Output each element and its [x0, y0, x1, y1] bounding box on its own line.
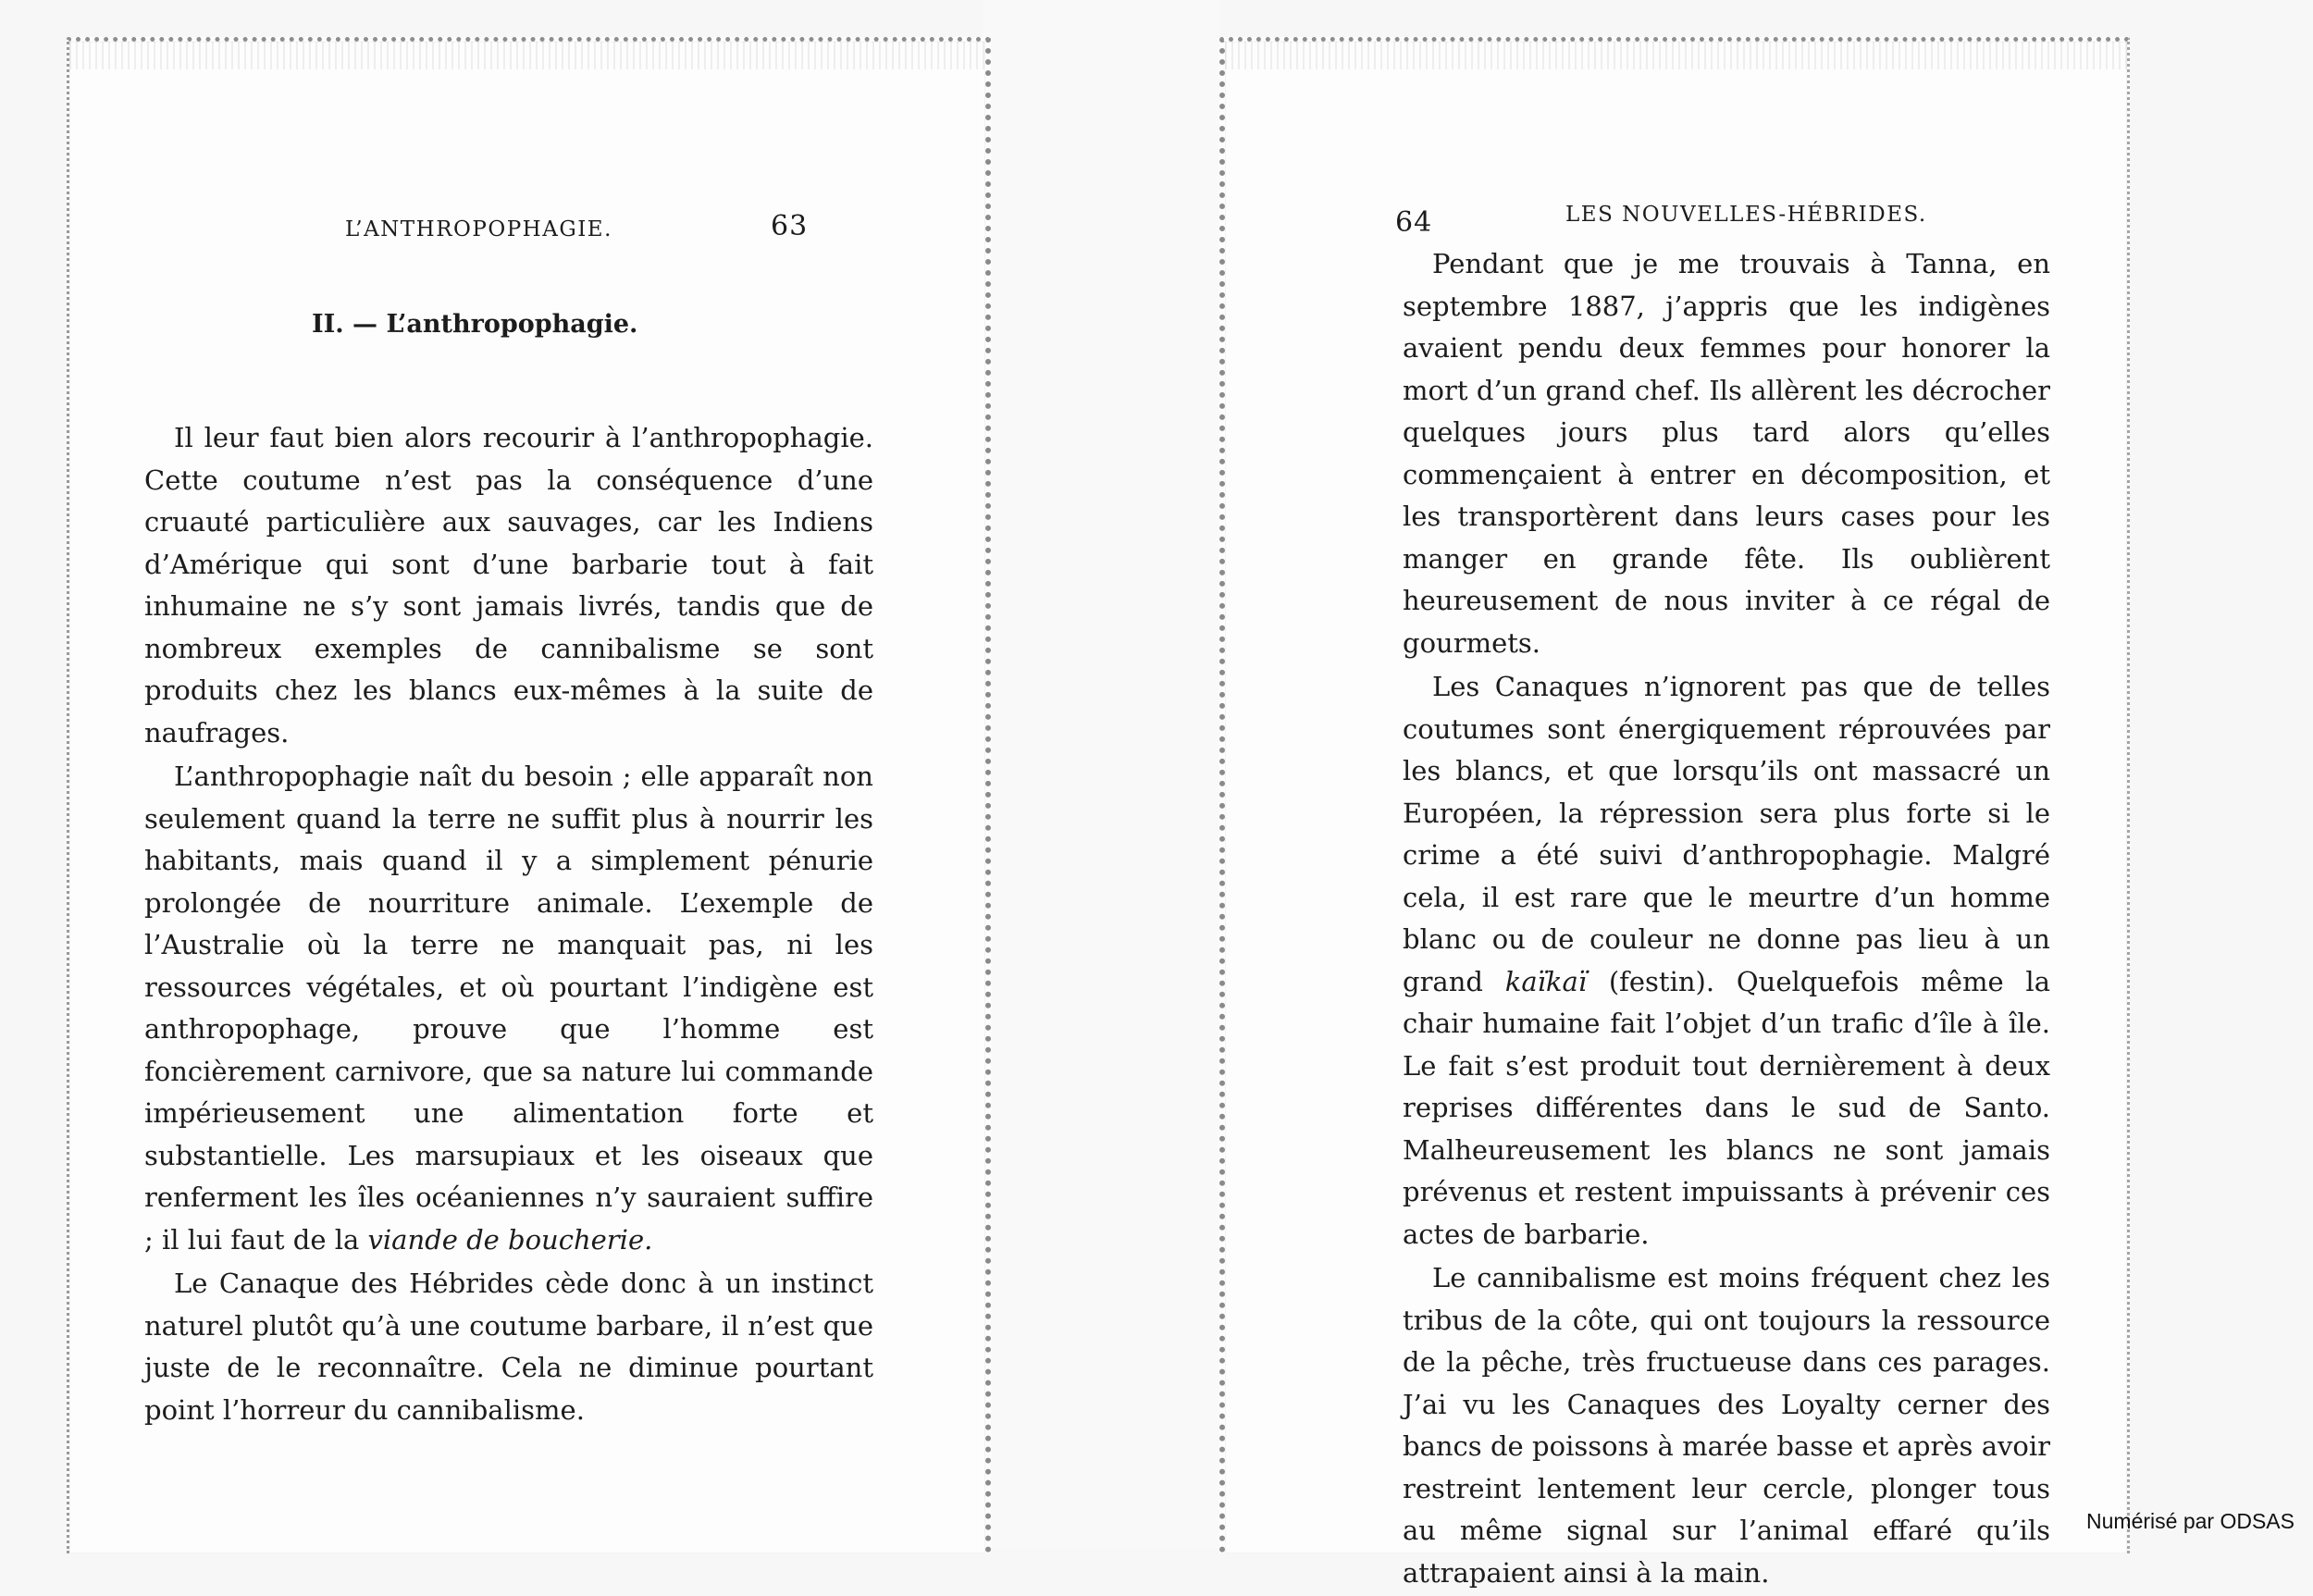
scan-edge-noise [1225, 42, 2127, 69]
paragraph-text: L’anthropophagie naît du besoin ; elle apparaît non seulement quand la terre ne suffit plus à nourrir les habitants, mais quand il y a simplement pénurie prolongée de nourriture animale. L’exemple de l’Australie où la terre ne manquait pas, ni les ressources végétales, et où pourtant l’indigène est anthropophage, prouve que l’homme est foncièrement carnivore, que sa nature lui commande impérieusement une alimentation forte et substantielle. Les marsupiaux et les oiseaux que renferment les îles océaniennes n’y sauraient suffire ; il lui faut de la [144, 761, 873, 1256]
right-page-header [1225, 171, 2127, 239]
italic-word: kaïkaï [1504, 965, 1588, 997]
paragraph [1403, 666, 2050, 1256]
italic-phrase: viande de boucherie. [367, 1223, 653, 1256]
digitization-credit: Numérisé par ODSAS [2086, 1509, 2294, 1533]
page-gutter [983, 0, 1219, 1549]
paragraph: Le Canaque des Hébrides cède donc à un instinct naturel plutôt qu’à une coutume barbare, il n’est que juste de le reconnaître. Cela ne diminue pourtant point l’horreur du cannibalisme. [144, 1268, 873, 1426]
paragraph-text: Les Canaques n’ignorent pas que de telles coutumes sont énergiquement réprouvées par les blancs, et que lorsqu’ils ont massacré un Européen, la répression sera plus forte si le crime a été suivi d’anthropophagie. Malgré cela, il est rare que le meurtre d’un homme blanc ou de couleur ne donne pas lieu à un grand [1403, 671, 2050, 997]
paragraph [144, 756, 873, 1261]
paragraph-text: (festin). Quelquefois même la chair humaine fait l’objet d’un trafic d’île à île. Le fait s’est produit tout dernièrement à deux reprises différentes dans le sud de Santo. Malheureusement les blancs ne sont jamais prévenus et restent impuissants à prévenir ces actes de barbarie. [1403, 965, 2050, 1250]
running-head: L’ANTHROPOPHAGIE. [345, 217, 612, 241]
paragraph: Pendant que je me trouvais à Tanna, en septembre 1887, j’appris que les indigènes avaient pendu deux femmes pour honorer la mort d’un grand chef. Ils allèrent les décrocher quelques jours plus tard alors qu’elles commençaient à entrer en décomposition, et les transportèrent dans leurs cases pour les manger en grande fête. Ils oublièrent heureusement de nous inviter à ce régal de gourmets. [1403, 248, 2050, 659]
running-head: LES NOUVELLES-HÉBRIDES. [1565, 203, 1927, 227]
page-number: 63 [771, 210, 809, 242]
scan-edge-noise [69, 42, 985, 69]
left-page-header [69, 171, 985, 242]
section-heading: II. — L’anthropophagie. [312, 310, 638, 339]
right-page-body [1403, 243, 2050, 1596]
left-page-body [144, 417, 873, 1433]
right-page [1219, 37, 2130, 1589]
left-page [67, 37, 991, 1553]
page-number: 64 [1395, 206, 1433, 239]
paragraph: Il leur faut bien alors recourir à l’anthropophagie. Cette coutume n’est pas la conséquence d’une cruauté particulière aux sauvages, car les Indiens d’Amérique qui sont d’une barbarie tout à fait inhumaine ne s’y sont jamais livrés, tandis que de nombreux exemples de cannibalisme se sont produits chez les blancs eux-mêmes à la suite de naufrages. [144, 422, 873, 749]
paragraph: Le cannibalisme est moins fréquent chez les tribus de la côte, qui ont toujours la ressource de la pêche, très fructueuse dans ces parages. J’ai vu les Canaques des Loyalty cerner des bancs de poissons à marée basse et après avoir restreint lentement leur cercle, plonger tous au même signal sur l’animal effaré qu’ils attrapaient ainsi à la main. [1403, 1262, 2050, 1589]
